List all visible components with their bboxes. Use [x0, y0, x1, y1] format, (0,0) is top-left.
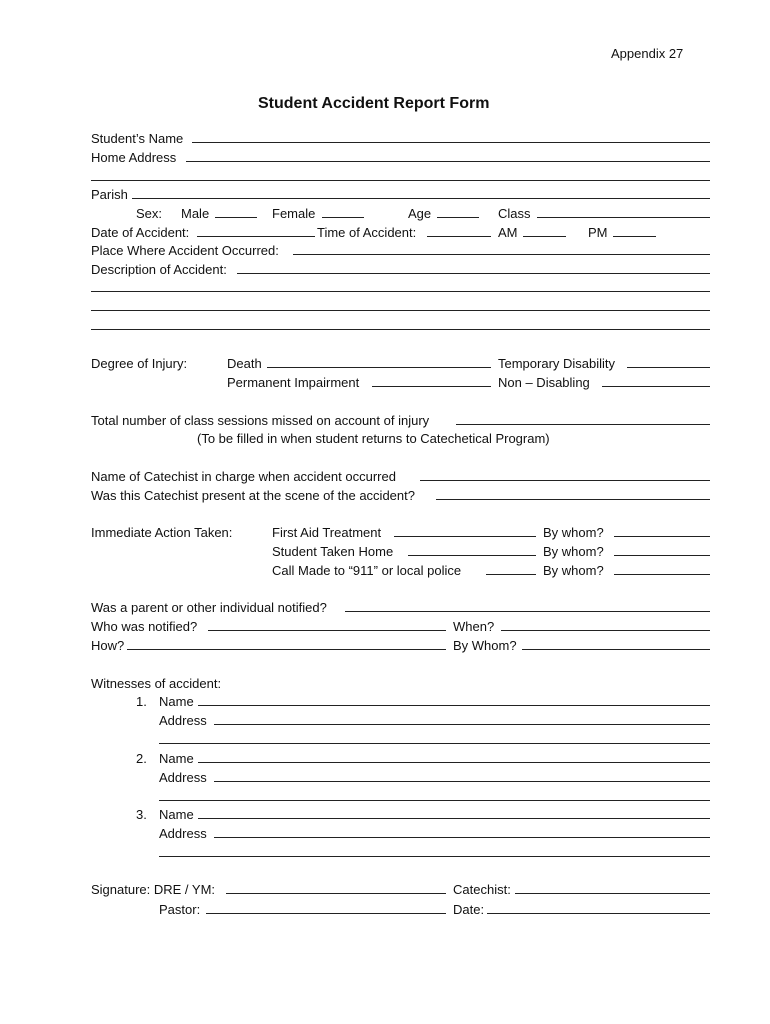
- when-label: When?: [453, 619, 495, 634]
- female-label: Female: [272, 206, 316, 221]
- pm-label: PM: [588, 225, 608, 240]
- home-address-line[interactable]: [186, 161, 710, 162]
- parish-line[interactable]: [132, 198, 710, 199]
- description-line-2[interactable]: [91, 291, 710, 292]
- catechist-signature-line[interactable]: [515, 893, 710, 894]
- sessions-missed-label: Total number of class sessions missed on account of injury: [91, 413, 430, 428]
- who-notified-line[interactable]: [208, 630, 446, 631]
- class-line[interactable]: [537, 217, 710, 218]
- dre-signature-line[interactable]: [226, 893, 446, 894]
- sex-label: Sex:: [136, 206, 163, 221]
- when-line[interactable]: [501, 630, 710, 631]
- student-name-line[interactable]: [192, 142, 710, 143]
- catechist-in-charge-label: Name of Catechist in charge when accident occurred: [91, 469, 396, 484]
- catechist-signature-label: Catechist:: [453, 882, 511, 897]
- female-line[interactable]: [322, 217, 364, 218]
- witness-3-address-line[interactable]: [214, 837, 710, 838]
- witness-1-address-line-2[interactable]: [159, 743, 710, 744]
- class-label: Class: [498, 206, 531, 221]
- pastor-signature-line[interactable]: [206, 913, 446, 914]
- dre-signature-label: Signature: DRE / YM:: [91, 882, 216, 897]
- permanent-impairment-line[interactable]: [372, 386, 491, 387]
- immediate-action-label: Immediate Action Taken:: [91, 525, 233, 540]
- description-label: Description of Accident:: [91, 262, 227, 277]
- description-line-1[interactable]: [237, 273, 710, 274]
- permanent-impairment-label: Permanent Impairment: [227, 375, 360, 390]
- taken-home-by-whom-line[interactable]: [614, 555, 710, 556]
- age-label: Age: [408, 206, 432, 221]
- home-address-label: Home Address: [91, 150, 177, 165]
- male-line[interactable]: [215, 217, 257, 218]
- form-title: Student Accident Report Form: [258, 95, 490, 112]
- am-line[interactable]: [523, 236, 566, 237]
- witness-3-name-label: Name: [159, 807, 194, 822]
- home-address-line-2[interactable]: [91, 180, 710, 181]
- call-made-label: Call Made to “911” or local police: [272, 563, 462, 578]
- witness-2-name-line[interactable]: [198, 762, 710, 763]
- appendix-label: Appendix 27: [611, 46, 684, 61]
- by-whom-notified-label: By Whom?: [453, 638, 517, 653]
- who-notified-label: Who was notified?: [91, 619, 198, 634]
- death-line[interactable]: [267, 367, 491, 368]
- place-line[interactable]: [293, 254, 710, 255]
- first-aid-by-whom-label: By whom?: [543, 525, 604, 540]
- taken-home-by-whom-label: By whom?: [543, 544, 604, 559]
- signature-date-label: Date:: [453, 902, 485, 917]
- death-label: Death: [227, 356, 262, 371]
- how-line[interactable]: [127, 649, 446, 650]
- non-disabling-line[interactable]: [602, 386, 710, 387]
- first-aid-line[interactable]: [394, 536, 536, 537]
- witness-2-name-label: Name: [159, 751, 194, 766]
- witness-1-name-line[interactable]: [198, 705, 710, 706]
- time-of-accident-line[interactable]: [427, 236, 491, 237]
- witness-3-address-line-2[interactable]: [159, 856, 710, 857]
- pm-line[interactable]: [613, 236, 656, 237]
- catechist-present-label: Was this Catechist present at the scene of the accident?: [91, 488, 415, 503]
- parent-notified-line[interactable]: [345, 611, 710, 612]
- description-line-3[interactable]: [91, 310, 710, 311]
- student-name-label: Student’s Name: [91, 131, 184, 146]
- sessions-note: (To be filled in when student returns to Catechetical Program): [197, 431, 550, 446]
- catechist-present-line[interactable]: [436, 499, 710, 500]
- taken-home-label: Student Taken Home: [272, 544, 394, 559]
- how-label: How?: [91, 638, 125, 653]
- age-line[interactable]: [437, 217, 479, 218]
- witness-2-number: 2.: [136, 751, 147, 766]
- am-label: AM: [498, 225, 518, 240]
- catechist-in-charge-line[interactable]: [420, 480, 710, 481]
- witness-3-name-line[interactable]: [198, 818, 710, 819]
- witnesses-label: Witnesses of accident:: [91, 676, 222, 691]
- by-whom-notified-line[interactable]: [522, 649, 710, 650]
- witness-1-address-line[interactable]: [214, 724, 710, 725]
- witness-3-address-label: Address: [159, 826, 207, 841]
- sessions-missed-line[interactable]: [456, 424, 710, 425]
- call-made-line[interactable]: [486, 574, 536, 575]
- place-label: Place Where Accident Occurred:: [91, 243, 279, 258]
- call-made-by-whom-line[interactable]: [614, 574, 710, 575]
- signature-date-line[interactable]: [487, 913, 710, 914]
- non-disabling-label: Non – Disabling: [498, 375, 590, 390]
- witness-1-number: 1.: [136, 694, 147, 709]
- date-of-accident-line[interactable]: [197, 236, 315, 237]
- witness-2-address-line-2[interactable]: [159, 800, 710, 801]
- first-aid-label: First Aid Treatment: [272, 525, 382, 540]
- degree-of-injury-label: Degree of Injury:: [91, 356, 188, 371]
- temporary-disability-line[interactable]: [627, 367, 710, 368]
- taken-home-line[interactable]: [408, 555, 536, 556]
- parish-label: Parish: [91, 187, 128, 202]
- pastor-signature-label: Pastor:: [159, 902, 201, 917]
- parent-notified-label: Was a parent or other individual notified?: [91, 600, 327, 615]
- temporary-disability-label: Temporary Disability: [498, 356, 616, 371]
- witness-1-address-label: Address: [159, 713, 207, 728]
- witness-2-address-label: Address: [159, 770, 207, 785]
- first-aid-by-whom-line[interactable]: [614, 536, 710, 537]
- witness-1-name-label: Name: [159, 694, 194, 709]
- male-label: Male: [181, 206, 210, 221]
- time-of-accident-label: Time of Accident:: [317, 225, 417, 240]
- description-line-4[interactable]: [91, 329, 710, 330]
- witness-3-number: 3.: [136, 807, 147, 822]
- date-of-accident-label: Date of Accident:: [91, 225, 190, 240]
- witness-2-address-line[interactable]: [214, 781, 710, 782]
- call-made-by-whom-label: By whom?: [543, 563, 604, 578]
